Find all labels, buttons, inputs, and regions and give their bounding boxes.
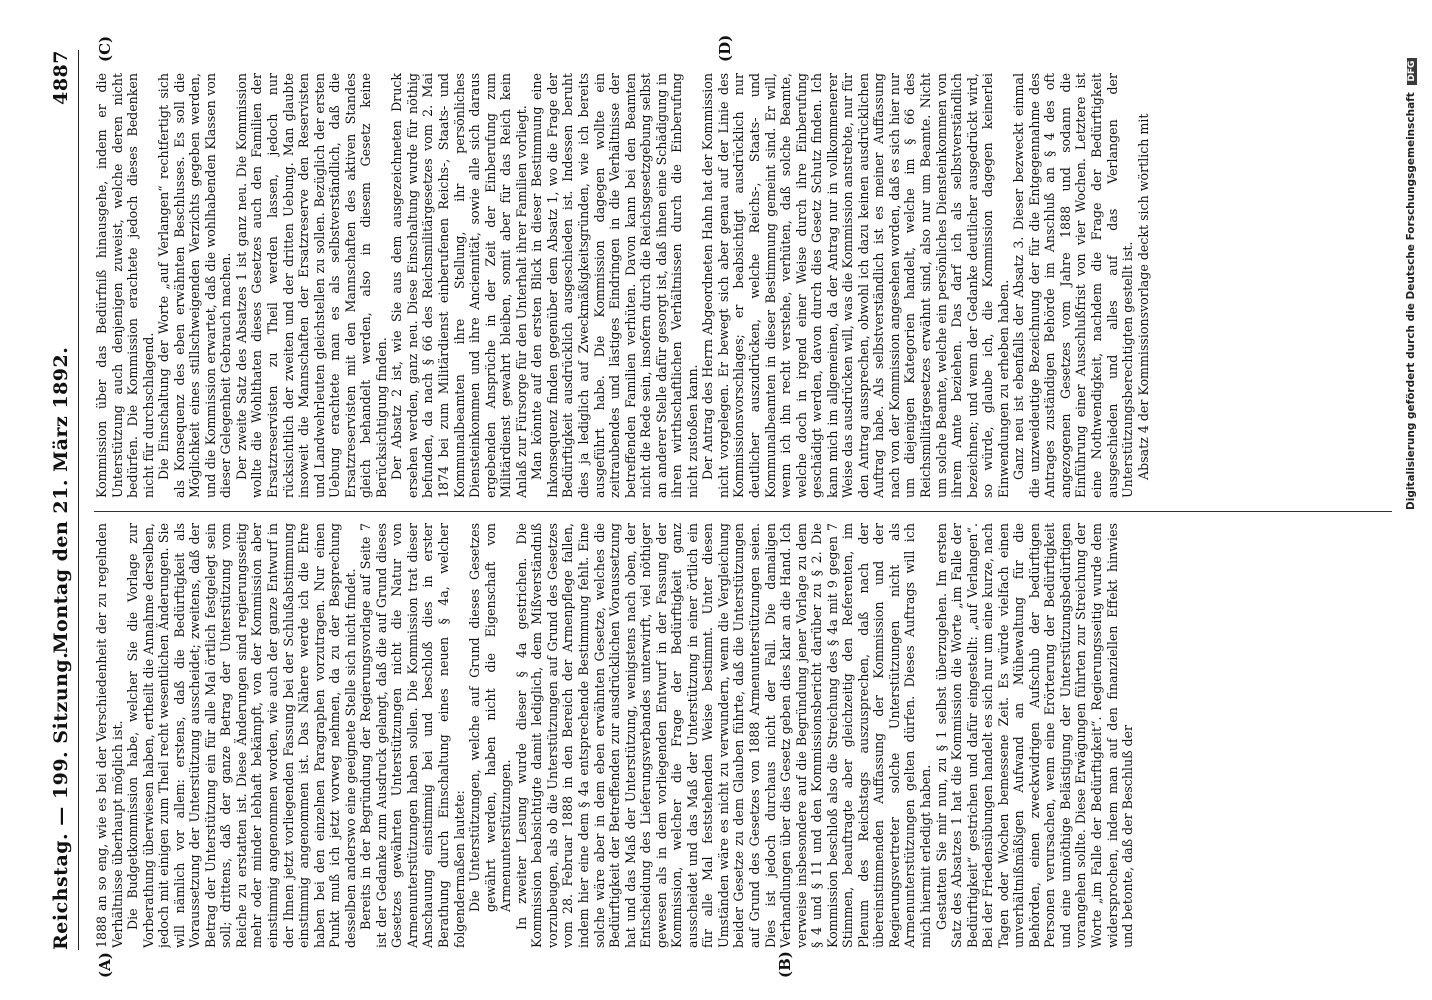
header-left: Reichstag. — 199. Sitzung. (50, 651, 72, 950)
header-date: Montag den 21. März 1892. (50, 346, 72, 654)
paragraph: 1888 an so eng, wie es bei der Verschiedenheit der zu regelnden Verhältnisse überhaupt möglich ist. (94, 523, 125, 948)
paragraph: Die Unterstützungen, welche auf Grund dieses Gesetzes gewährt werden, haben nicht die Eigenschaft von Armenunterstützungen. (467, 523, 514, 912)
paragraph: Man könnte auf den ersten Blick in dieser Bestimmung eine Inkonsequenz finden gegenüber dem Absatz 1, wo die Frage der Bedürftigkeit ausdrücklich ausgeschieden ist. Indessen beruht dies ja lediglich auf Zweckmäßigkeitsgründen, wie ich bereits ausgeführt habe. Die Kommission dagegen wollte ein zeitraubendes und lästiges Eindringen in die Verhältnisse der betreffenden Familien verhüten. Davon kann bei den Beamten nicht die Rede sein, insofern durch die Reichsgesetzgebung selbst an anderer Stelle dafür gesorgt ist, daß ihnen eine Schädigung in ihren wirthschaftlichen Verhältnissen durch die Einberufung nicht zustoßen kann. (529, 73, 700, 498)
page-header (44, 50, 79, 950)
paragraph: Gestatten Sie mir nun, zu § 1 selbst überzugehen. Im ersten Satz des Absatzes 1 hat die Kommission die Worte „im Falle der Bedürftigkeit“ gestrichen und dafür eingestellt: „auf Verlangen“. Bei der Friedensübungen handelt es sich nur um eine kurze, nach Tagen oder Wochen bemessene Zeit. Es würde vielfach einen unverhältnißmäßigen Aufwand an Mühewaltung für die Behörden, einen zweckwidrigen Aufschub der bedürftigen Personen verursachen, wenn eine Erörterung der Bedürftigkeit und eine unnöthige Belästigung der Unterstützungsbedürftigen vorangehen sollte. Diese Erwägungen führten zur Streichung der Worte „im Falle der Bedürftigkeit“. Regierungsseitig wurde dem widersprochen, indem man auf den finanziellen Effekt hinwies und betonte, daß der Beschluß der (933, 523, 1136, 948)
rotated-document-page (16, 20, 1416, 980)
digitization-footer (1405, 10, 1421, 510)
column-divider (94, 511, 1392, 512)
paragraph: Die Budgetkommission habe, welcher Sie die Vorlage zur Vorberathung überwiesen haben, ertheilt die Annahme derselben, jedoch mit einigen zum Theil recht wesentlichen Änderungen. Sie will nämlich vor allem: erstens, daß die Bedürftigkeit als Voraussetzung der Unterstützung ausscheidet; zweitens, daß der Betrag der Unterstützung ein für alle Mal örtlich festgelegt sein soll; drittens, daß der ganze Betrag der Unterstützung vom Reiche zu erstatten ist. Diese Änderungen sind regierungsseitig mehr oder minder lebhaft bekämpft, von der Kommission aber einstimmig angenommen worden, wie auch der ganze Entwurf in der Ihnen jetzt vorliegenden Fassung bei der Schlußabstimmung einstimmig angenommen ist. Das Nähere werde ich die Ehre haben bei den einzelnen Paragraphen vorzutragen. Nur einen Punkt muß ich jetzt vorweg nehmen, da zu der Besprechung desselben anderswo eine geeignete Stelle sich nicht findet. (125, 523, 358, 948)
paragraph: In zweiter Lesung wurde dieser § 4a gestrichen. Die Kommission beabsichtigte damit lediglich, dem Mißverständniß vorzubeugen, als ob die Unterstützungen auf Grund des Gesetzes vom 28. Februar 1888 in den Bereich der Armenpflege fallen, indem hier eine dem § 4a entsprechende Bestimmung fehlt. Eine solche wäre aber in dem eben erwähnten Gesetze, welches die Bedürftigkeit der Betreffenden zur ausdrücklichen Voraussetzung hat und das Maß der Unterstützung, wenigstens nach oben, der Entscheidung des Lieferungsverbandes unterwirft, viel nöthiger gewesen als in dem vorliegenden Entwurf in der Fassung der Kommission, welcher die Frage der Bedürftigkeit ganz ausscheidet und das Maß der Unterstützung in einer örtlich ein für alle Mal feststehenden Weise bestimmt. Unter diesen Umständen wäre es nicht zu verwundern, wenn die Vergleichung beider Gesetze zu dem Glauben führte, daß die Unterstützungen auf Grund des Gesetzes von 1888 Armenunterstützungen seien. Dies ist jedoch durchaus nicht der Fall. Die damaligen Verhandlungen über dies Gesetz geben dies klar an die Hand. Ich verweise insbesondere auf die Begründung jener Vorlage zu dem § 4 und § 11 und den Kommissionsbericht darüber zu § 2. Die Kommission beschloß also die Streichung des § 4a mit 9 gegen 7 Stimmen, beauftragte aber gleichzeitig den Referenten, im Plenum des Reichstags auszusprechen, daß nach der übereinstimmenden Auffassung der Kommission und der Regierungsvertreter solche Unterstützungen nicht als Armenunterstützungen gelten dürfen. Dieses Auftrags will ich mich hiermit erledigt haben. (513, 523, 933, 948)
right-text-column (94, 73, 1396, 498)
paragraph: Bereits in der Begründung der Regierungsvorlage auf Seite 7 ist der Gedanke zum Ausdruck gelangt, daß die auf Grund dieses Gesetzes gewährten Unterstützungen nicht die Natur von Armenunterstützungen haben sollen. Die Kommission trat dieser Anschauung einstimmig bei und beschloß dies in erster Berathung durch Einschaltung eines neuen § 4a, welcher folgendermaßen lautete: (358, 523, 467, 948)
paragraph: Ganz neu ist ebenfalls der Absatz 3. Dieser bezweckt einmal die unzweideutige Bezeichnung der für die Entgegennahme des Antrages zuständigen Behörde im Anschluß an § 4 des oft angezogenen Gesetzes vom Jahre 1888 und sodann die Einführung einer Ausschlußfrist von vier Wochen. Letztere ist eine Nothwendigkeit, nachdem die Frage der Bedürftigkeit ausgeschieden und alles auf das Verlangen der Unterstützungsberechtigten gestellt ist. (1011, 73, 1136, 498)
paragraph: Der Absatz 2 ist, wie Sie aus dem ausgezeichneten Druck ersehen werden, ganz neu. Diese Einschaltung wurde für nöthig befunden, da nach § 66 des Reichsmilitärgesetzes vom 2. Mai 1874 bei zum Militärdienst einberufenen Reichs-, Staats- und Kommunalbeamten ihre Stellung, ihr persönliches Diensteinkommen und ihre Anciennität, sowie alle sich daraus ergebenden Ansprüche in der Zeit der Einberufung zum Militärdienst gewahrt bleiben, somit aber für das Reich kein Anlaß zur Fürsorge für den Unterhalt ihrer Familien vorliegt. (389, 73, 529, 498)
margin-marker-d: (D) (716, 34, 734, 62)
dfg-badge: DFG (1407, 58, 1417, 85)
left-text-column (94, 523, 1396, 948)
margin-marker-a: (A) (96, 952, 114, 978)
paragraph: Die Einschaltung der Worte „auf Verlangen“ rechtfertigt sich als Konsequenz des eben erwähnten Beschlusses. Es soll die Möglichkeit eines stillschweigenden Verzichts gegeben werden, und die Kommission erwartet, daß die wohlhabenden Klassen von dieser Gelegenheit Gebrauch machen. (156, 73, 234, 498)
footer-text: Digitalisierung gefördert durch die Deutsche Forschungsgemeinschaft (1405, 92, 1417, 510)
paragraph: Kommission über das Bedürfniß hinausgehe, indem er die Unterstützung auch denjenigen zuweist, welche deren nicht bedürfen. Die Kommission erachtete jedoch dieses Bedenken nicht für durchschlagend. (94, 73, 156, 498)
paragraph: Absatz 4 der Kommissionsvorlage deckt sich wörtlich mit (1135, 113, 1151, 480)
margin-marker-c: (C) (96, 35, 114, 62)
paragraph: Der zweite Satz des Absatzes 1 ist ganz neu. Die Kommission wollte die Wohlthaten dieses Gesetzes auch den Familien der Ersatzreservisten zu Theil werden lassen, jedoch nur rücksichtlich der zweiten und der dritten Uebung. Man glaubte insoweit die Mannschaften der Ersatzreserve den Reservisten und Landwehrleuten gleichstellen zu sollen. Bezüglich der ersten Uebung erachtete man es als selbstverständlich, daß die Ersatzreservisten mit den Mannschaften des aktiven Standes gleich behandelt werden, also in diesem Gesetz keine Berücksichtigung finden. (233, 73, 389, 498)
margin-marker-b: (B) (776, 951, 794, 978)
page-number: 4887 (50, 50, 72, 105)
paragraph: Der Antrag des Herrn Abgeordneten Hahn hat der Kommission nicht vorgelegen. Er bewegt sich aber genau auf der Linie des Kommissionsvorschlages; er beabsichtigt ausdrücklich nur deutlicher auszudrücken, welche Reichs-, Staats- und Kommunalbeamten in dieser Bestimmung gemeint sind. Er will, wenn ich ihn recht verstehe, verhüten, daß solche Beamte, welche doch in irgend einer Weise durch ihre Einberufung geschädigt werden, davon durch dies Gesetz Schutz finden. Ich kann mich im allgemeinen, da der Antrag nur in vollkommenerer Weise das ausdrücken will, was die Kommission anstrebte, nur für den Antrag aussprechen, obwohl ich dazu keinen ausdrücklichen Auftrag habe. Als selbstverständlich ist es meiner Auffassung nach von der Kommission angesehen worden, daß es sich hier nur um diejenigen Kategorien handelt, welche im § 66 des Reichsmilitärgesetzes erwähnt sind, also nur um Beamte. Nicht um solche Beamte, welche ein persönliches Diensteinkommen von ihrem Amte beziehen. Das darf ich als selbstverständlich bezeichnen; und wenn der Gedanke deutlicher ausgedrückt wird, so würde, glaube ich, die Kommission dagegen keinerlei Einwendungen zu erheben haben. (700, 73, 1011, 498)
